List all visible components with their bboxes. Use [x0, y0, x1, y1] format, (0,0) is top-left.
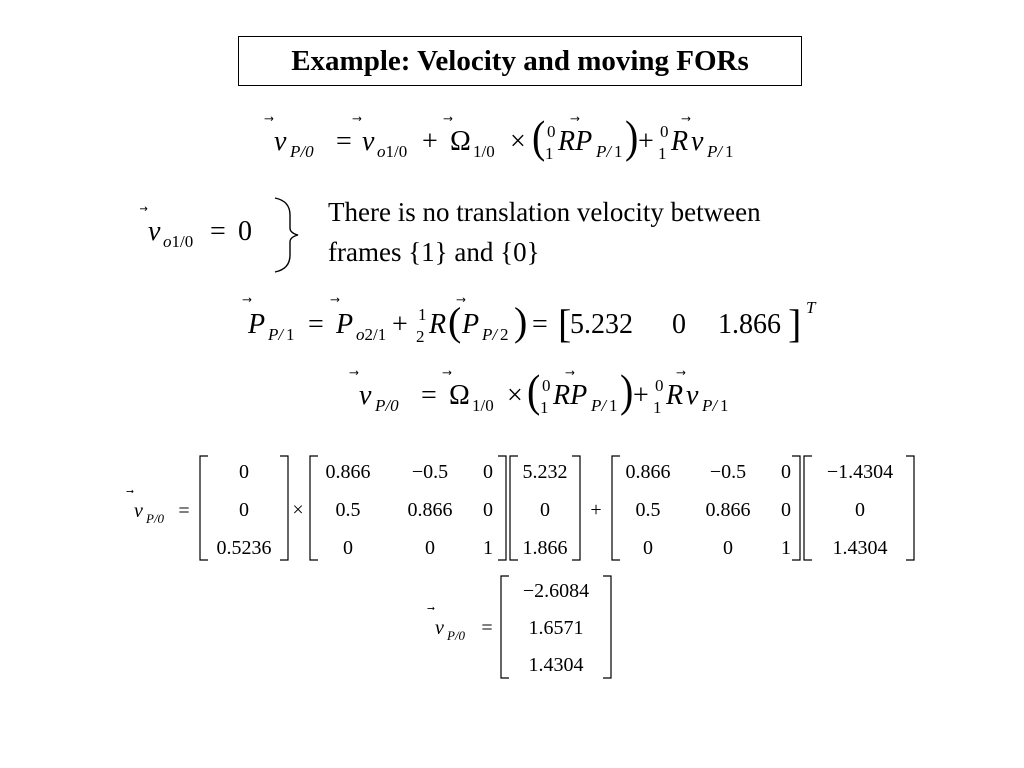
omega-0: 0 [239, 461, 249, 483]
svg-text:P/0: P/0 [146, 511, 165, 526]
equation-position [240, 293, 830, 353]
svg-text:⃗ [570, 116, 580, 121]
svg-text:P/: P/ [268, 325, 284, 344]
result-0: −2.6084 [522, 580, 590, 602]
matrix-equation [120, 448, 930, 568]
rot2-2-0: 0 [643, 537, 653, 559]
position-z: 1.866 [718, 309, 781, 340]
svg-text:+: + [633, 380, 649, 411]
svg-text:P/0: P/0 [375, 396, 399, 415]
svg-text:v: v [134, 500, 143, 522]
svg-text:v: v [359, 380, 372, 411]
svg-text:P/: P/ [702, 396, 718, 415]
svg-text:+: + [638, 126, 654, 157]
svg-text:1: 1 [614, 142, 623, 161]
svg-text:⃗ [352, 116, 362, 121]
result-1: 1.6571 [528, 617, 584, 639]
rot1-2-0: 0 [343, 537, 353, 559]
rot1-1-0: 0.5 [335, 499, 361, 521]
svg-text:⃗ [330, 297, 340, 302]
svg-text:P: P [462, 309, 480, 340]
svg-text:1: 1 [653, 398, 662, 417]
svg-text:⃗ [349, 370, 359, 375]
svg-text:(: ( [532, 112, 546, 163]
svg-text:(: ( [448, 299, 462, 344]
svg-text:⃗ [242, 297, 252, 302]
svg-text:⃗ [676, 370, 686, 375]
vel-0: −1.4304 [826, 461, 894, 483]
svg-text:=: = [308, 309, 324, 340]
svg-text:1: 1 [658, 144, 667, 163]
svg-text:+: + [590, 499, 602, 521]
rot2-0-0: 0.866 [625, 461, 671, 483]
rot2-1-1: 0.866 [705, 499, 751, 521]
svg-text:RP: RP [558, 126, 593, 157]
svg-text:=: = [481, 617, 493, 639]
svg-text:Ω: Ω [449, 380, 470, 411]
zero-value: 0 [238, 216, 252, 247]
svg-text:⃗ [681, 116, 691, 121]
equation-velocity-general [260, 112, 760, 167]
svg-text:P/: P/ [591, 396, 607, 415]
translation-note [328, 192, 761, 272]
note-line-2: frames {1} and {0} [328, 237, 540, 267]
svg-text:]: ] [788, 301, 802, 346]
position-y: 0 [672, 309, 686, 340]
svg-text:0: 0 [542, 376, 551, 395]
rot1-2-1: 0 [425, 537, 435, 559]
svg-text:×: × [292, 499, 304, 521]
svg-text:Ω: Ω [450, 126, 471, 157]
svg-text:=: = [210, 216, 226, 247]
rot2-1-2: 0 [781, 499, 791, 521]
svg-text:0: 0 [660, 122, 669, 141]
svg-text:): ) [620, 366, 634, 417]
svg-text:=: = [178, 500, 190, 522]
svg-text:1/0: 1/0 [473, 142, 495, 161]
svg-text:1/0: 1/0 [472, 396, 494, 415]
position-x: 5.232 [570, 309, 633, 340]
equation-translation-zero [140, 195, 320, 275]
svg-text:⃗ [264, 116, 274, 121]
svg-text:P: P [336, 309, 354, 340]
note-line-1: There is no translation velocity between [328, 197, 761, 227]
rot2-1-0: 0.5 [635, 499, 661, 521]
svg-text:v: v [435, 617, 444, 639]
svg-text:P/0: P/0 [447, 628, 466, 643]
svg-text:⃗ [443, 116, 453, 121]
svg-text:v: v [362, 126, 375, 157]
transpose-mark: T [806, 298, 816, 317]
svg-text:1: 1 [418, 305, 427, 324]
svg-text:P/: P/ [482, 325, 498, 344]
vel-2: 1.4304 [832, 537, 888, 559]
svg-text:R: R [666, 380, 684, 411]
omega-2: 0.5236 [216, 537, 272, 559]
svg-text:o2/1: o2/1 [356, 325, 387, 344]
svg-text:P/: P/ [707, 142, 723, 161]
result-equation [425, 570, 625, 685]
svg-text:⃗ [565, 370, 575, 375]
svg-text:RP: RP [553, 380, 588, 411]
svg-text:1: 1 [545, 144, 554, 163]
svg-text:): ) [625, 112, 639, 163]
rot2-2-1: 0 [723, 537, 733, 559]
svg-text:v: v [691, 126, 704, 157]
svg-text:o1/0: o1/0 [377, 142, 408, 161]
pos-1: 0 [540, 499, 550, 521]
svg-text:v: v [274, 126, 287, 157]
svg-text:1: 1 [286, 325, 295, 344]
rot1-2-2: 1 [483, 537, 493, 559]
svg-text:v: v [148, 216, 161, 247]
svg-text:1: 1 [540, 398, 549, 417]
svg-text:0: 0 [547, 122, 556, 141]
rot1-0-2: 0 [483, 461, 493, 483]
svg-text:2: 2 [416, 327, 425, 346]
svg-text:+: + [392, 309, 408, 340]
svg-text:[: [ [558, 301, 572, 346]
svg-text:R: R [429, 309, 447, 340]
slide-title [238, 36, 802, 86]
vel-1: 0 [855, 499, 865, 521]
omega-1: 0 [239, 499, 249, 521]
pos-2: 1.866 [522, 537, 568, 559]
pos-0: 5.232 [522, 461, 568, 483]
svg-text:×: × [507, 380, 523, 411]
equation-velocity-simplified [345, 366, 745, 421]
svg-text:): ) [514, 299, 528, 344]
title-text: Example: Velocity and moving FORs [291, 44, 749, 77]
svg-text:1: 1 [725, 142, 734, 161]
svg-text:v: v [686, 380, 699, 411]
svg-text:1: 1 [720, 396, 729, 415]
rot2-0-1: −0.5 [709, 461, 747, 483]
svg-text:P/0: P/0 [290, 142, 314, 161]
right-brace [275, 198, 298, 272]
svg-text:2: 2 [500, 325, 509, 344]
svg-text:=: = [532, 309, 548, 340]
rot2-0-2: 0 [781, 461, 791, 483]
result-2: 1.4304 [528, 654, 584, 676]
svg-text:⃗ [427, 606, 435, 611]
svg-text:×: × [510, 126, 526, 157]
rot1-0-1: −0.5 [411, 461, 449, 483]
svg-text:=: = [336, 126, 352, 157]
svg-text:⃗ [140, 206, 148, 211]
rot1-0-0: 0.866 [325, 461, 371, 483]
rot1-1-1: 0.866 [407, 499, 453, 521]
rot1-1-2: 0 [483, 499, 493, 521]
svg-text:+: + [422, 126, 438, 157]
svg-text:R: R [671, 126, 689, 157]
svg-text:=: = [421, 380, 437, 411]
svg-text:0: 0 [655, 376, 664, 395]
svg-text:P: P [248, 309, 266, 340]
svg-text:P/: P/ [596, 142, 612, 161]
svg-text:o1/0: o1/0 [163, 232, 194, 251]
svg-text:(: ( [527, 366, 541, 417]
rot2-2-2: 1 [781, 537, 791, 559]
svg-text:⃗ [442, 370, 452, 375]
svg-text:1: 1 [609, 396, 618, 415]
svg-text:⃗ [126, 489, 134, 494]
